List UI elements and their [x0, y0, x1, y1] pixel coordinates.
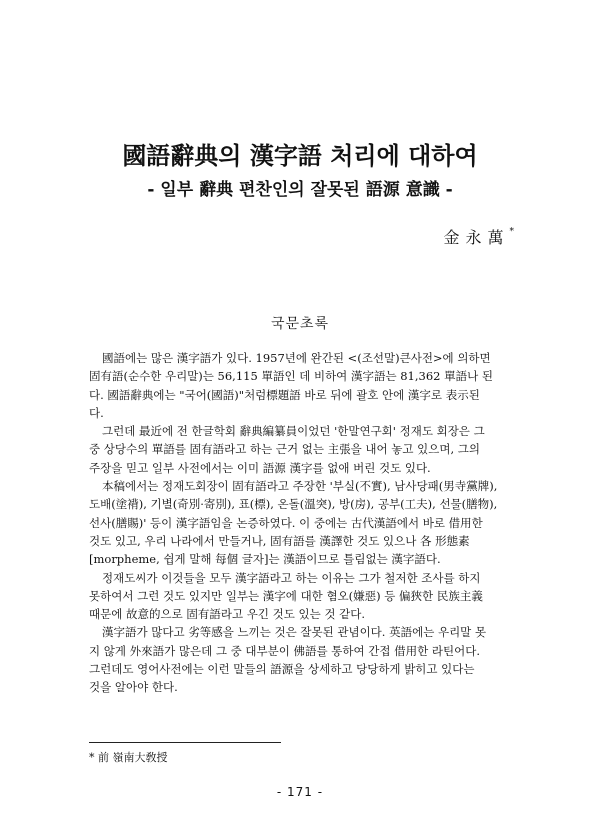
- abstract-line: 것도 있고, 우리 나라에서 만들거나, 固有語를 漢譯한 것도 있으나 各 形態素: [89, 533, 470, 548]
- abstract-line: 固有語(순수한 우리말)는 56,115 單語인 데 비하여 漢字語는 81,362 單語나 된: [89, 369, 493, 384]
- abstract-line: 國語에는 많은 漢字語가 있다. 1957년에 완간된 <(조선말)큰사전>에 의하면: [102, 351, 491, 365]
- abstract-line: 정재도씨가 이것들을 모두 漢字語라고 하는 이유는 그가 철저한 조사를 하지: [102, 570, 481, 585]
- abstract-line: 그런데 最近에 전 한글학회 辭典編纂員이었던 '한말연구회' 정재도 회장은 그: [102, 424, 485, 439]
- abstract-line: 도배(塗褙), 기별(奇別·寄別), 표(標), 온돌(溫突), 방(房), 공부(工夫), 선물(膳物),: [89, 497, 498, 512]
- abstract-body: [89, 349, 514, 697]
- abstract-line: [morpheme, 쉽게 말해 每個 글자]는 漢語이므로 틀림없는 漢字語다.: [89, 552, 441, 567]
- abstract-line: 本稿에서는 정재도회장이 固有語라고 주장한 '부실(不實), 남사당패(男寺黨牌),: [102, 479, 498, 494]
- author-name-text: 金永萬: [443, 228, 510, 247]
- abstract-line: 것을 알아야 한다.: [89, 680, 178, 695]
- abstract-line: 주장을 믿고 일부 사전에서는 이미 語源 漢字를 없애 버린 것도 있다.: [89, 460, 431, 475]
- paper-subtitle: - 일부 辭典 편찬인의 잘못된 語源 意識 -: [147, 180, 453, 200]
- abstract-line: 선사(膳賜)' 등이 漢字語임을 논증하였다. 이 중에는 古代漢語에서 바로 借用한: [89, 515, 483, 530]
- abstract-heading: 국문초록: [270, 316, 330, 332]
- abstract-line: 때문에 故意的으로 固有語라고 우긴 것도 있는 것 같다.: [89, 607, 365, 622]
- footnote: * 前 嶺南大敎授: [89, 751, 168, 764]
- abstract-line: 그런데도 영어사전에는 이런 말들의 語源을 상세하고 당당하게 밝히고 있다는: [89, 662, 475, 677]
- author-name: [443, 225, 514, 248]
- footnote-divider: [89, 742, 281, 743]
- paper-title: 國語辭典의 漢字語 처리에 대하여: [122, 142, 478, 170]
- page-number: - 171 -: [276, 785, 324, 799]
- author-footnote-marker: *: [509, 226, 514, 237]
- abstract-line: 다.: [89, 405, 104, 420]
- abstract-line: 중 상당수의 單語를 固有語라고 하는 근거 없는 主張을 내어 놓고 있으며, 그의: [89, 442, 480, 457]
- abstract-line: 지 않게 外來語가 많은데 그 중 대부분이 佛語를 통하여 간접 借用한 라틴어다.: [89, 643, 480, 658]
- abstract-line: 漢字語가 많다고 劣等感을 느끼는 것은 잘못된 관념이다. 英語에는 우리말 못: [102, 625, 487, 640]
- abstract-line: 다. 國語辭典에는 "국어(國語)"처럼標題語 바로 뒤에 괄호 안에 漢字로 表示된: [89, 387, 480, 402]
- abstract-line: 못하여서 그런 것도 있지만 일부는 漢字에 대한 혐오(嫌惡) 등 偏狹한 民族主義: [89, 588, 483, 603]
